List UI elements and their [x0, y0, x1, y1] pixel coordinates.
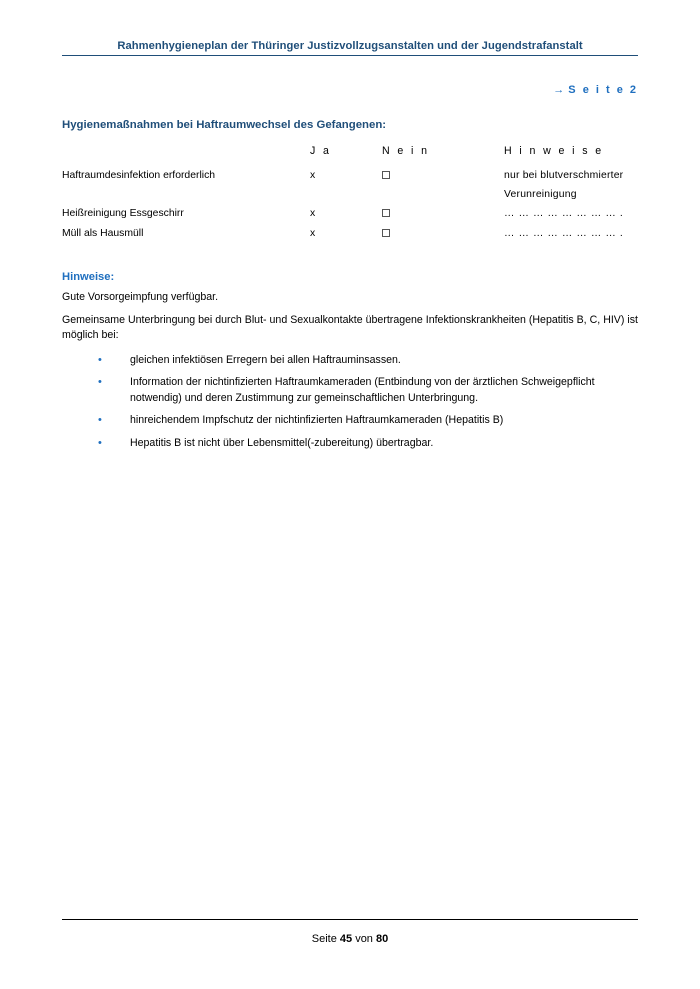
header-divider	[62, 55, 638, 56]
row-hinweis: … … … … … … … … .	[504, 228, 624, 239]
hinweise-paragraph-1: Gute Vorsorgeimpfung verfügbar.	[62, 291, 219, 303]
section-heading: Hygienemaßnahmen bei Haftraumwechsel des Gefangenen:	[62, 119, 387, 131]
table-header	[62, 142, 638, 166]
page-marker-label: S e i t e 2	[568, 84, 638, 96]
column-header-ja: J a	[310, 145, 332, 157]
row-ja-mark: x	[310, 228, 316, 239]
page-marker	[62, 84, 638, 96]
table-row	[62, 204, 638, 224]
row-ja-mark: x	[310, 170, 316, 181]
hinweise-paragraph-2: Gemeinsame Unterbringung bei durch Blut- und Sexualkontakte übertragene Infektionskrankheiten (Hepatitis B, C, HIV) ist möglich bei:	[62, 313, 638, 341]
list-item-text: Hepatitis B ist nicht über Lebensmittel(-zubereitung) übertragbar.	[130, 436, 434, 449]
hinweise-heading: Hinweise:	[62, 271, 115, 283]
row-label: Heißreinigung Essgeschirr	[62, 208, 184, 219]
bullet-icon: •	[98, 353, 102, 366]
list-item	[62, 436, 638, 452]
header-title: Rahmenhygieneplan der Thüringer Justizvollzugsanstalten und der Jugendstrafanstalt	[117, 40, 583, 52]
row-hinweis: … … … … … … … … .	[504, 208, 624, 219]
row-label: Haftraumdesinfektion erforderlich	[62, 170, 216, 181]
bullet-icon: •	[98, 414, 102, 427]
bullet-icon: •	[98, 376, 102, 389]
footer-current-page: 45	[339, 933, 353, 945]
checkbox-icon[interactable]	[382, 229, 390, 237]
list-item-text: hinreichendem Impfschutz der nichtinfizierten Haftraumkameraden (Hepatitis B)	[130, 414, 504, 427]
row-ja-mark: x	[310, 208, 316, 219]
arrow-right-icon: →	[553, 84, 565, 96]
list-item-text: Information der nichtinfizierten Haftraumkameraden (Entbindung von der ärztlichen Schweigepflicht notwendig) und deren Zustimmung zur gemeinschaftlichen Unterbringung.	[130, 376, 595, 404]
table-header-row	[62, 142, 638, 166]
row-nein-checkbox[interactable]	[382, 166, 504, 204]
checkbox-icon[interactable]	[382, 209, 390, 217]
column-header-nein: N e i n	[382, 145, 430, 157]
hinweise-bullet-list	[62, 353, 638, 452]
row-nein-checkbox[interactable]	[382, 224, 504, 244]
footer-total-pages: 80	[376, 933, 389, 945]
document-footer	[62, 919, 638, 945]
list-item	[62, 353, 638, 369]
list-item	[62, 413, 638, 429]
footer-prefix: Seite	[311, 933, 337, 945]
row-label: Müll als Hausmüll	[62, 228, 144, 239]
document-header	[62, 0, 638, 56]
column-header-hinweise: H i n w e i s e	[504, 145, 604, 157]
list-item-text: gleichen infektiösen Erregern bei allen Haftrauminsassen.	[130, 353, 401, 366]
row-hinweis: nur bei blutverschmierter Verunreinigung	[504, 170, 624, 200]
list-item	[62, 375, 638, 406]
table-row	[62, 166, 638, 204]
footer-divider	[62, 919, 638, 920]
bullet-icon: •	[98, 436, 102, 449]
checkbox-icon[interactable]	[382, 171, 390, 179]
hygiene-measures-table	[62, 142, 638, 244]
table-body	[62, 166, 638, 244]
footer-middle: von	[355, 933, 373, 945]
page-number	[62, 933, 638, 945]
row-nein-checkbox[interactable]	[382, 204, 504, 224]
column-header-label	[62, 142, 310, 166]
table-row	[62, 224, 638, 244]
